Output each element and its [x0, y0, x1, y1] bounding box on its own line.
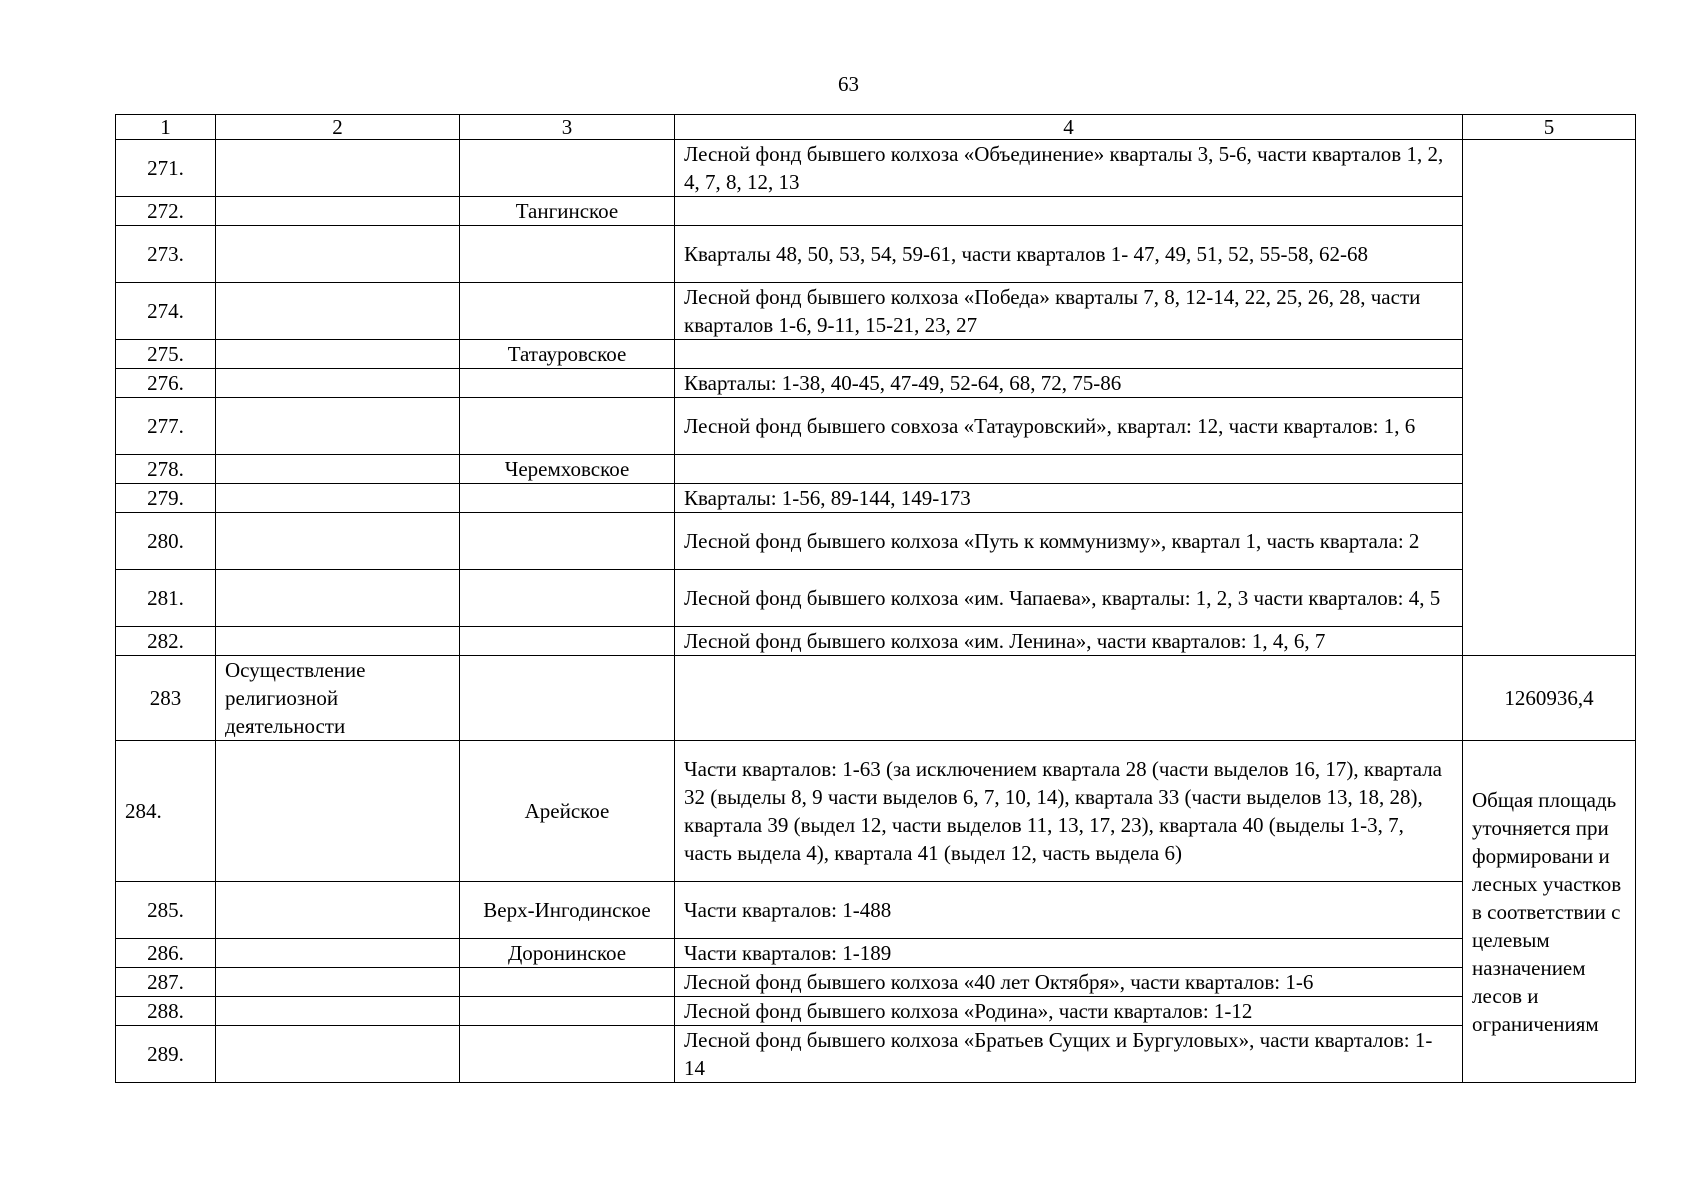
table-row: [116, 1026, 1636, 1083]
table-row: [116, 627, 1636, 656]
table-row: [116, 968, 1636, 997]
row-number: 281.: [116, 570, 216, 627]
activity-cell: [216, 197, 460, 226]
table-row: [116, 197, 1636, 226]
activity-cell: [216, 226, 460, 283]
table-row: [116, 570, 1636, 627]
activity-cell: [216, 939, 460, 968]
description-cell: [675, 656, 1463, 741]
district-cell: Татауровское: [460, 340, 675, 369]
header-row: [116, 115, 1636, 140]
header-cell: 5: [1463, 115, 1636, 140]
row-number: 276.: [116, 369, 216, 398]
description-cell: Лесной фонд бывшего колхоза «40 лет Октября», части кварталов: 1-6: [675, 968, 1463, 997]
district-cell: Верх-Ингодинское: [460, 882, 675, 939]
row-number: 289.: [116, 1026, 216, 1083]
district-cell: [460, 140, 675, 197]
activity-cell: Осуществление религиозной деятельности: [216, 656, 460, 741]
table-row: [116, 484, 1636, 513]
row-number: 272.: [116, 197, 216, 226]
district-cell: [460, 656, 675, 741]
activity-cell: [216, 398, 460, 455]
row-number: 288.: [116, 997, 216, 1026]
table-row: [116, 140, 1636, 197]
row-number: 275.: [116, 340, 216, 369]
header-cell: 2: [216, 115, 460, 140]
description-cell: Лесной фонд бывшего колхоза «Объединение» кварталы 3, 5-6, части кварталов 1, 2, 4, 7, 8, 12, 13: [675, 140, 1463, 197]
table-row: [116, 226, 1636, 283]
header-cell: 3: [460, 115, 675, 140]
description-cell: Лесной фонд бывшего колхоза «Братьев Сущих и Бургуловых», части кварталов: 1-14: [675, 1026, 1463, 1083]
row-number: 274.: [116, 283, 216, 340]
row-number: 283: [116, 656, 216, 741]
area-cell-empty: [1463, 140, 1636, 656]
district-cell: [460, 997, 675, 1026]
row-number: 273.: [116, 226, 216, 283]
district-cell: Черемховское: [460, 455, 675, 484]
description-cell: Части кварталов: 1-63 (за исключением квартала 28 (части выделов 16, 17), квартала 32 (выделы 8, 9 части выделов 6, 7, 10, 14), квартала 33 (части выделов 13, 18, 28), квартала 39 (выдел 12, части выделов 11, 13, 17, 23), квартала 40 (выделы 1-3, 7, часть выдела 4), квартала 41 (выдел 12, часть выдела 6): [675, 741, 1463, 882]
district-cell: [460, 226, 675, 283]
header-cell: 4: [675, 115, 1463, 140]
table-row: [116, 513, 1636, 570]
activity-cell: [216, 741, 460, 882]
activity-cell: [216, 627, 460, 656]
district-cell: [460, 283, 675, 340]
forest-table: [115, 114, 1636, 1083]
table-row: [116, 997, 1636, 1026]
table-row: [116, 340, 1636, 369]
activity-cell: [216, 570, 460, 627]
description-cell: Лесной фонд бывшего колхоза «им. Ленина», части кварталов: 1, 4, 6, 7: [675, 627, 1463, 656]
activity-cell: [216, 968, 460, 997]
table-row: [116, 369, 1636, 398]
row-number: 284.: [116, 741, 216, 882]
row-number: 279.: [116, 484, 216, 513]
description-cell: Кварталы: 1-38, 40-45, 47-49, 52-64, 68, 72, 75-86: [675, 369, 1463, 398]
row-number: 280.: [116, 513, 216, 570]
description-cell: Лесной фонд бывшего колхоза «им. Чапаева», кварталы: 1, 2, 3 части кварталов: 4, 5: [675, 570, 1463, 627]
row-number: 277.: [116, 398, 216, 455]
area-value: 1260936,4: [1463, 656, 1636, 741]
table-row: [116, 882, 1636, 939]
table-row: [116, 939, 1636, 968]
activity-cell: [216, 513, 460, 570]
table-row: [116, 283, 1636, 340]
district-cell: [460, 369, 675, 398]
district-cell: [460, 570, 675, 627]
activity-cell: [216, 997, 460, 1026]
district-cell: Тангинское: [460, 197, 675, 226]
description-cell: [675, 197, 1463, 226]
description-cell: Части кварталов: 1-189: [675, 939, 1463, 968]
activity-cell: [216, 340, 460, 369]
description-cell: Кварталы: 1-56, 89-144, 149-173: [675, 484, 1463, 513]
row-number: 278.: [116, 455, 216, 484]
table-row: [116, 741, 1636, 882]
district-cell: [460, 398, 675, 455]
description-cell: Части кварталов: 1-488: [675, 882, 1463, 939]
row-number: 286.: [116, 939, 216, 968]
activity-cell: [216, 882, 460, 939]
district-cell: Доронинское: [460, 939, 675, 968]
activity-cell: [216, 455, 460, 484]
district-cell: [460, 968, 675, 997]
district-cell: [460, 1026, 675, 1083]
district-cell: [460, 484, 675, 513]
activity-cell: [216, 369, 460, 398]
page-number: 63: [838, 72, 859, 96]
table-row: [116, 398, 1636, 455]
description-cell: Кварталы 48, 50, 53, 54, 59-61, части кварталов 1- 47, 49, 51, 52, 55-58, 62-68: [675, 226, 1463, 283]
table-row: [116, 455, 1636, 484]
activity-cell: [216, 484, 460, 513]
row-number: 282.: [116, 627, 216, 656]
area-note: Общая площадь уточняется при формировани и лесных участков в соответствии с целевым назначением лесов и ограничениям: [1463, 741, 1636, 1083]
row-number: 271.: [116, 140, 216, 197]
header-cell: 1: [116, 115, 216, 140]
description-cell: [675, 340, 1463, 369]
description-cell: [675, 455, 1463, 484]
district-cell: [460, 513, 675, 570]
district-cell: Арейское: [460, 741, 675, 882]
description-cell: Лесной фонд бывшего совхоза «Татауровский», квартал: 12, части кварталов: 1, 6: [675, 398, 1463, 455]
description-cell: Лесной фонд бывшего колхоза «Путь к коммунизму», квартал 1, часть квартала: 2: [675, 513, 1463, 570]
table-row: [116, 656, 1636, 741]
row-number: 287.: [116, 968, 216, 997]
activity-cell: [216, 140, 460, 197]
description-cell: Лесной фонд бывшего колхоза «Победа» кварталы 7, 8, 12-14, 22, 25, 26, 28, части кварталов 1-6, 9-11, 15-21, 23, 27: [675, 283, 1463, 340]
row-number: 285.: [116, 882, 216, 939]
activity-cell: [216, 1026, 460, 1083]
activity-cell: [216, 283, 460, 340]
district-cell: [460, 627, 675, 656]
description-cell: Лесной фонд бывшего колхоза «Родина», части кварталов: 1-12: [675, 997, 1463, 1026]
